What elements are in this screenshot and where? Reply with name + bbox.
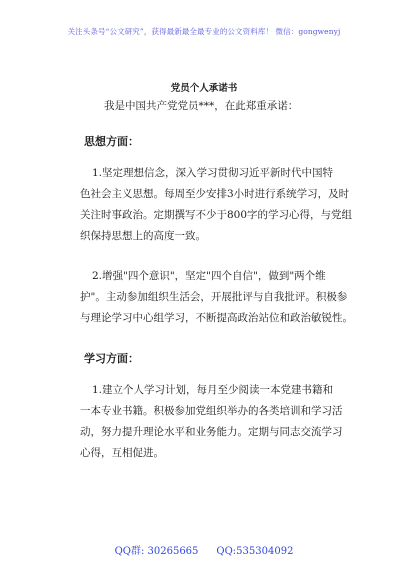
- header-banner: 关注头条号“公文研究”，获得最新最全最专业的公文资料库！ 微信：gongwenyj: [67, 27, 341, 36]
- footer-qq-group: QQ群: 30265665: [114, 546, 199, 557]
- paragraph-line: 心得，互相促进。: [80, 447, 164, 459]
- paragraph-line: 色社会主义思想。每周至少安排3小时进行系统学习，及时: [80, 188, 350, 200]
- section-heading-thought: 思想方面：: [84, 135, 139, 148]
- intro-statement: 我是中国共产党党员***，在此郑重承诺：: [104, 100, 299, 112]
- paragraph-line: 与理论学习中心组学习，不断提高政治站位和政治敏锐性。: [80, 312, 353, 324]
- paragraph-line: 织保持思想上的高度一致。: [80, 230, 206, 242]
- footer-qq: QQ:535304092: [216, 546, 294, 557]
- section-heading-study: 学习方面：: [84, 352, 139, 365]
- document-title: 党员个人承诺书: [170, 83, 238, 94]
- paragraph-line: 关注时事政治。定期撰写不少于800字的学习心得，与党组: [80, 209, 353, 221]
- paragraph-study-1: [80, 380, 358, 464]
- paragraph-line: 护"。主动参加组织生活会，开展批评与自我批评。积极参: [80, 291, 348, 303]
- paragraph-line: 动，努力提升理论水平和业务能力。定期与同志交流学习: [80, 426, 343, 438]
- paragraph-line: 2.增强"四个意识"，坚定"四个自信"，做到"两个维: [92, 270, 326, 282]
- paragraph-line: 1.建立个人学习计划，每月至少阅读一本党建书籍和: [92, 384, 334, 396]
- paragraph-line: 一本专业书籍。积极参加党组织举办的各类培训和学习活: [80, 405, 343, 417]
- footer-contact: [0, 542, 408, 557]
- paragraph-line: 1.坚定理想信念，深入学习贯彻习近平新时代中国特: [92, 167, 334, 179]
- paragraph-thought-1: [80, 163, 358, 247]
- paragraph-thought-2: [80, 266, 358, 329]
